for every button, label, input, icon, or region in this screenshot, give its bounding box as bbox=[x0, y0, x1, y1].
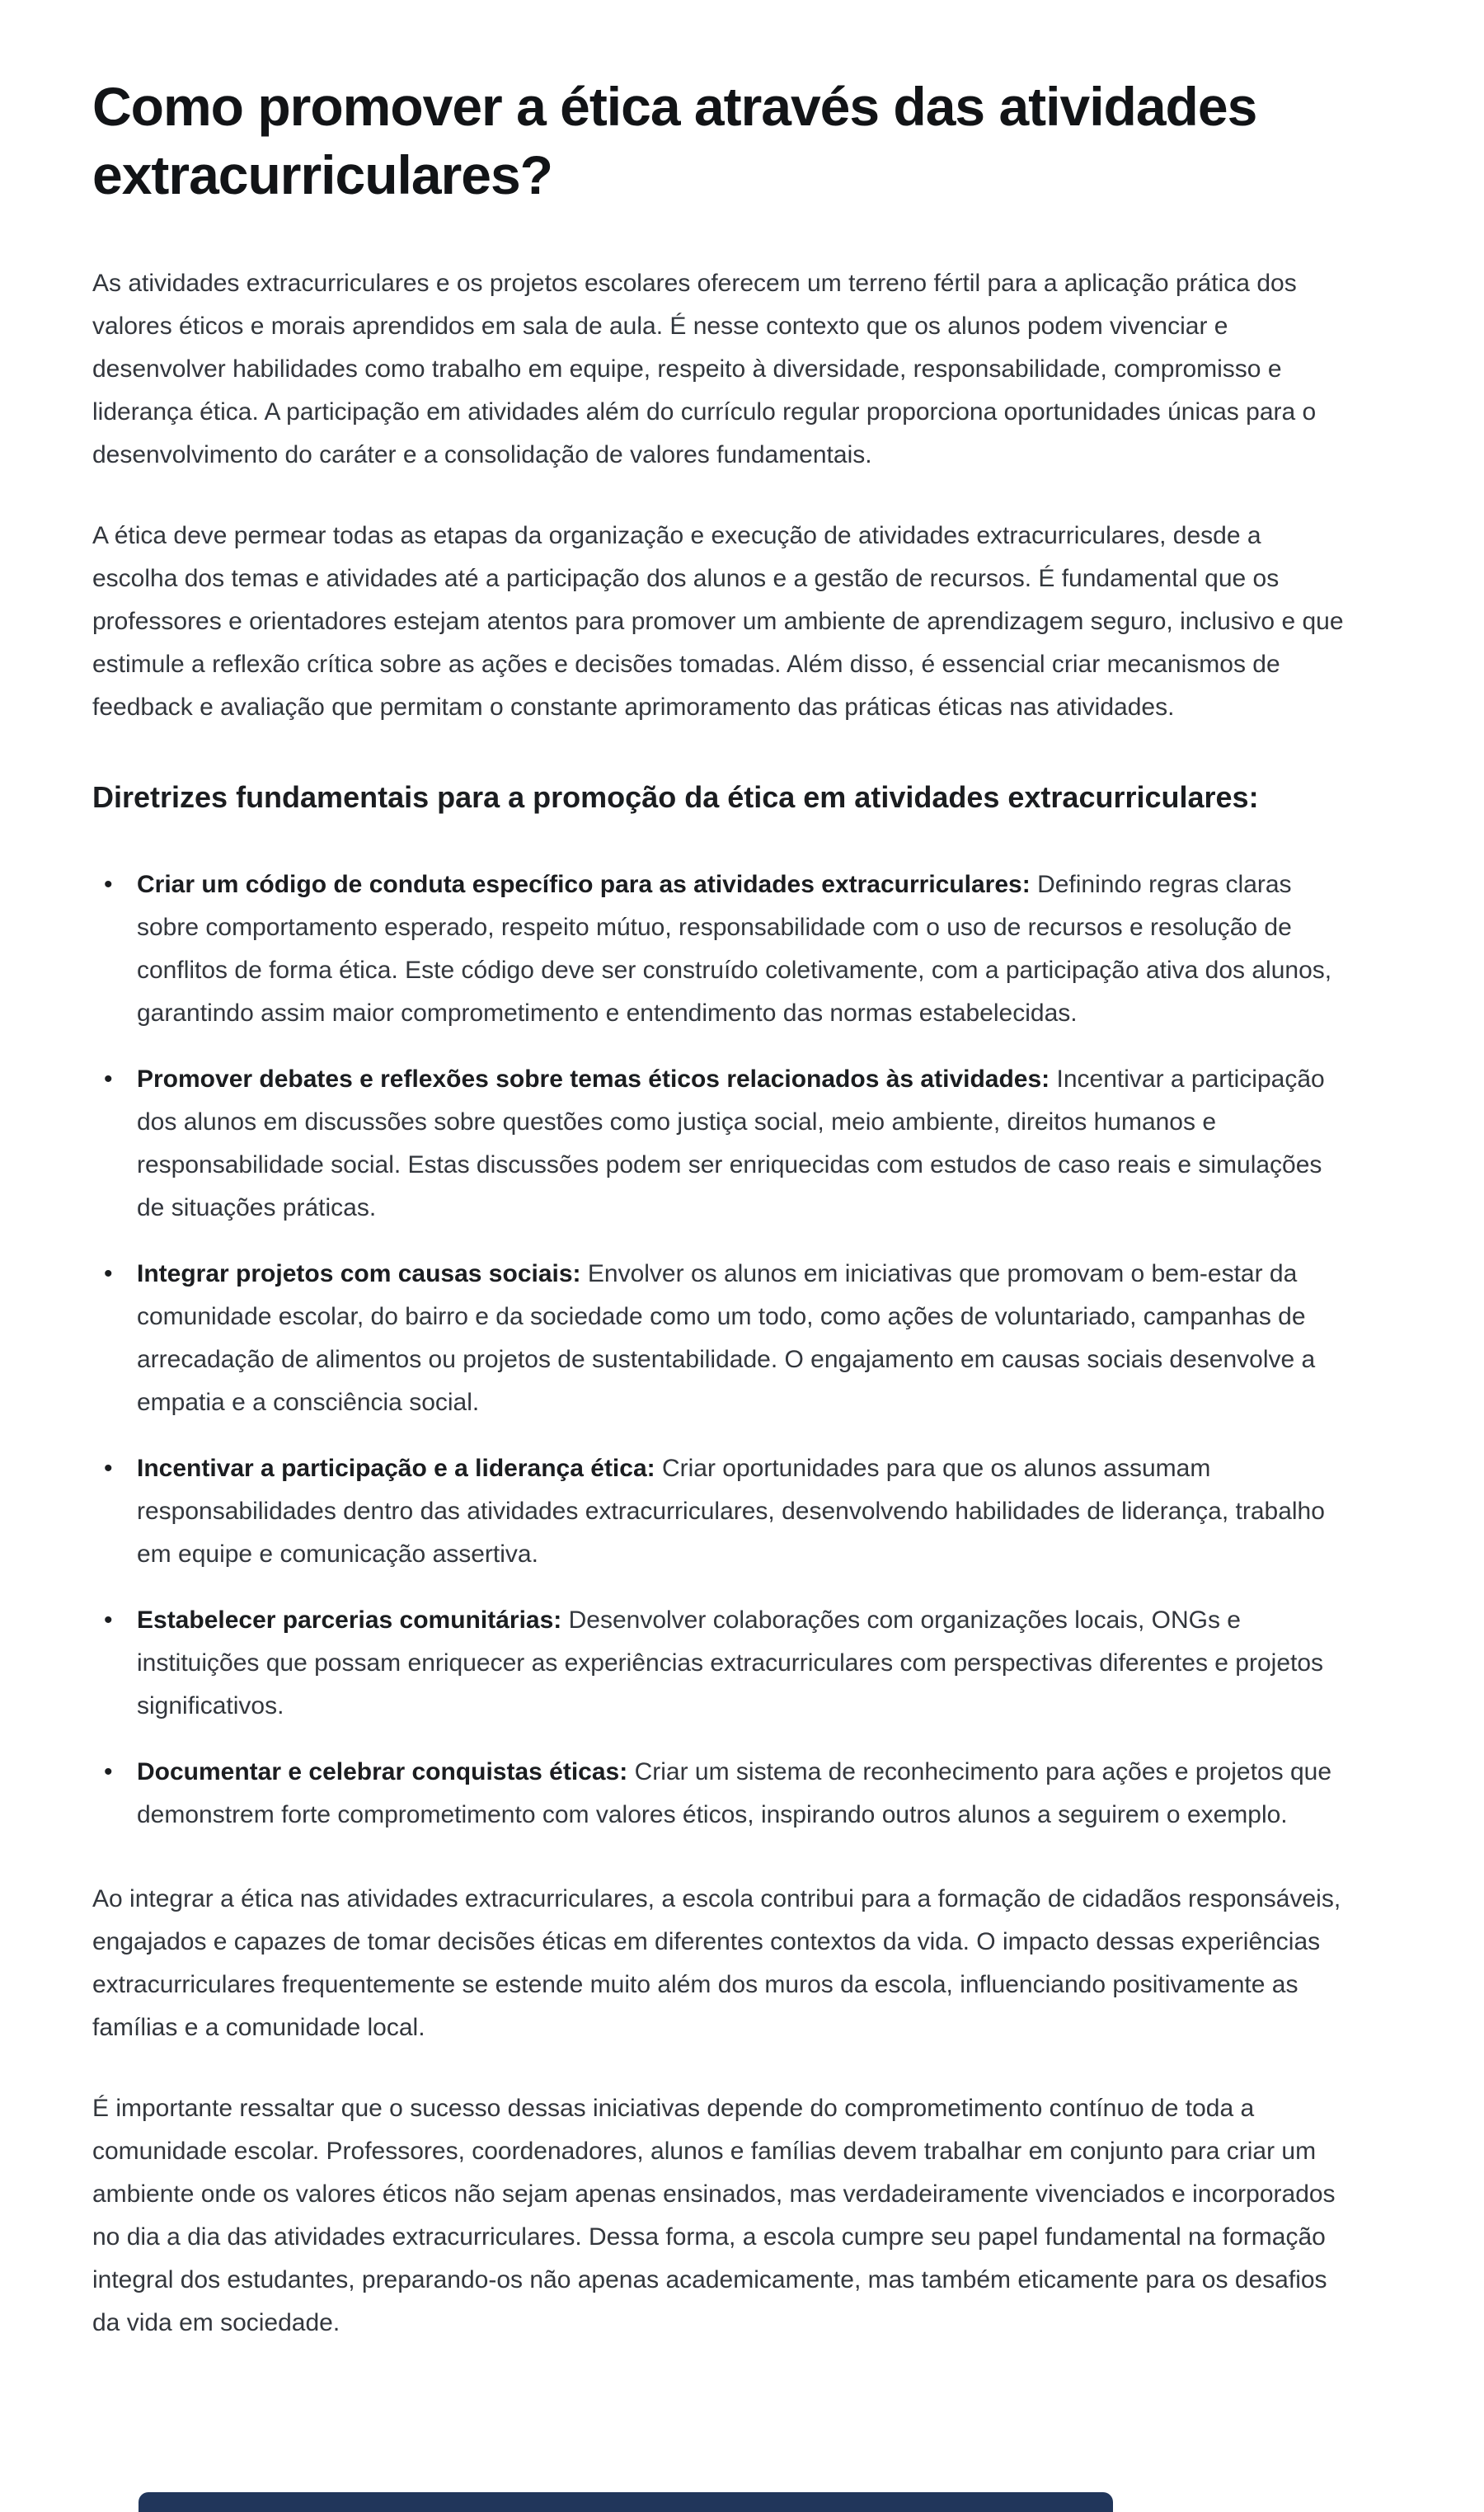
bullet-text: Desenvolver colaborações com organizações locais, ONGs e instituições que possam enriquecer as experiências extracurriculares com perspectivas diferentes e projetos significativos. bbox=[137, 1606, 1324, 1720]
section-heading: Diretrizes fundamentais para a promoção da ética em atividades extracurriculares: bbox=[92, 780, 1259, 815]
list-item bbox=[92, 1447, 1347, 1576]
list-item bbox=[92, 1058, 1347, 1230]
bullet-lead: Estabelecer parcerias comunitárias: bbox=[137, 1606, 562, 1635]
bullet-lead: Criar um código de conduta específico para as atividades extracurriculares: bbox=[137, 871, 1031, 899]
bullet-lead: Promover debates e reflexões sobre temas éticos relacionados às atividades: bbox=[137, 1065, 1050, 1094]
guidelines-list bbox=[92, 863, 1347, 1837]
list-item bbox=[92, 1751, 1347, 1837]
footer-bar bbox=[139, 2492, 1113, 2512]
bullet-lead: Incentivar a participação e a liderança ética: bbox=[137, 1455, 655, 1483]
bullet-lead: Integrar projetos com causas sociais: bbox=[137, 1260, 581, 1288]
bullet-text: Incentivar a participação dos alunos em discussões sobre questões como justiça social, meio ambiente, direitos humanos e responsabilidade social. Estas discussões podem ser enriquecidas com estudos de caso reais e simulações de situações práticas. bbox=[137, 1065, 1325, 1222]
bullet-text: Definindo regras claras sobre comportamento esperado, respeito mútuo, responsabilidade com o uso de recursos e resolução de conflitos de forma ética. Este código deve ser construído coletivamente, com a participação ativa dos alunos, garantindo assim maior comprometimento e entendimento das normas estabelecidas. bbox=[137, 871, 1332, 1028]
intro-paragraph: As atividades extracurriculares e os projetos escolares oferecem um terreno fértil para a aplicação prática dos valores éticos e morais aprendidos em sala de aula. É nesse contexto que os alunos podem vivenciar e desenvolver habilidades como trabalho em equipe, respeito à diversidade, responsabilidade, compromisso e liderança ética. A participação em atividades além do currículo regular proporciona oportunidades únicas para o desenvolvimento do caráter e a consolidação de valores fundamentais. bbox=[92, 270, 1317, 469]
closing-paragraph: É importante ressaltar que o sucesso dessas iniciativas depende do comprometimento contínuo de toda a comunidade escolar. Professores, coordenadores, alunos e famílias devem trabalhar em conjunto para criar um ambiente onde os valores éticos não sejam apenas ensinados, mas verdadeiramente vivenciados e incorporados no dia a dia das atividades extracurriculares. Dessa forma, a escola cumpre seu papel fundamental na formação integral dos estudantes, preparando-os não apenas academicamente, mas também eticamente para os desafios da vida em sociedade. bbox=[92, 2095, 1336, 2337]
list-item bbox=[92, 863, 1347, 1035]
list-item bbox=[92, 1253, 1347, 1424]
bullet-text: Envolver os alunos em iniciativas que promovam o bem-estar da comunidade escolar, do bairro e da sociedade como um todo, como ações de voluntariado, campanhas de arrecadação de alimentos ou projetos de sustentabilidade. O engajamento em causas sociais desenvolve a empatia e a consciência social. bbox=[137, 1260, 1316, 1417]
closing-paragraph: Ao integrar a ética nas atividades extracurriculares, a escola contribui para a formação de cidadãos responsáveis, engajados e capazes de tomar decisões éticas em diferentes contextos da vida. O impacto dessas experiências extracurriculares frequentemente se estende muito além dos muros da escola, influenciando positivamente as famílias e a comunidade local. bbox=[92, 1885, 1341, 2042]
bullet-lead: Documentar e celebrar conquistas éticas: bbox=[137, 1758, 628, 1786]
intro-paragraph: A ética deve permear todas as etapas da organização e execução de atividades extracurriculares, desde a escolha dos temas e atividades até a participação dos alunos e a gestão de recursos. É fundamental que os professores e orientadores estejam atentos para promover um ambiente de aprendizagem seguro, inclusivo e que estimule a reflexão crítica sobre as ações e decisões tomadas. Além disso, é essencial criar mecanismos de feedback e avaliação que permitam o constante aprimoramento das práticas éticas nas atividades. bbox=[92, 522, 1344, 722]
list-item bbox=[92, 1599, 1347, 1728]
article bbox=[92, 73, 1347, 2383]
bullet-text: Criar oportunidades para que os alunos assumam responsabilidades dentro das atividades extracurriculares, desenvolvendo habilidades de liderança, trabalho em equipe e comunicação assertiva. bbox=[137, 1455, 1325, 1569]
bullet-text: Criar um sistema de reconhecimento para ações e projetos que demonstrem forte comprometimento com valores éticos, inspirando outros alunos a seguirem o exemplo. bbox=[137, 1758, 1332, 1829]
page-title: Como promover a ética através das atividades extracurriculares? bbox=[92, 76, 1257, 206]
